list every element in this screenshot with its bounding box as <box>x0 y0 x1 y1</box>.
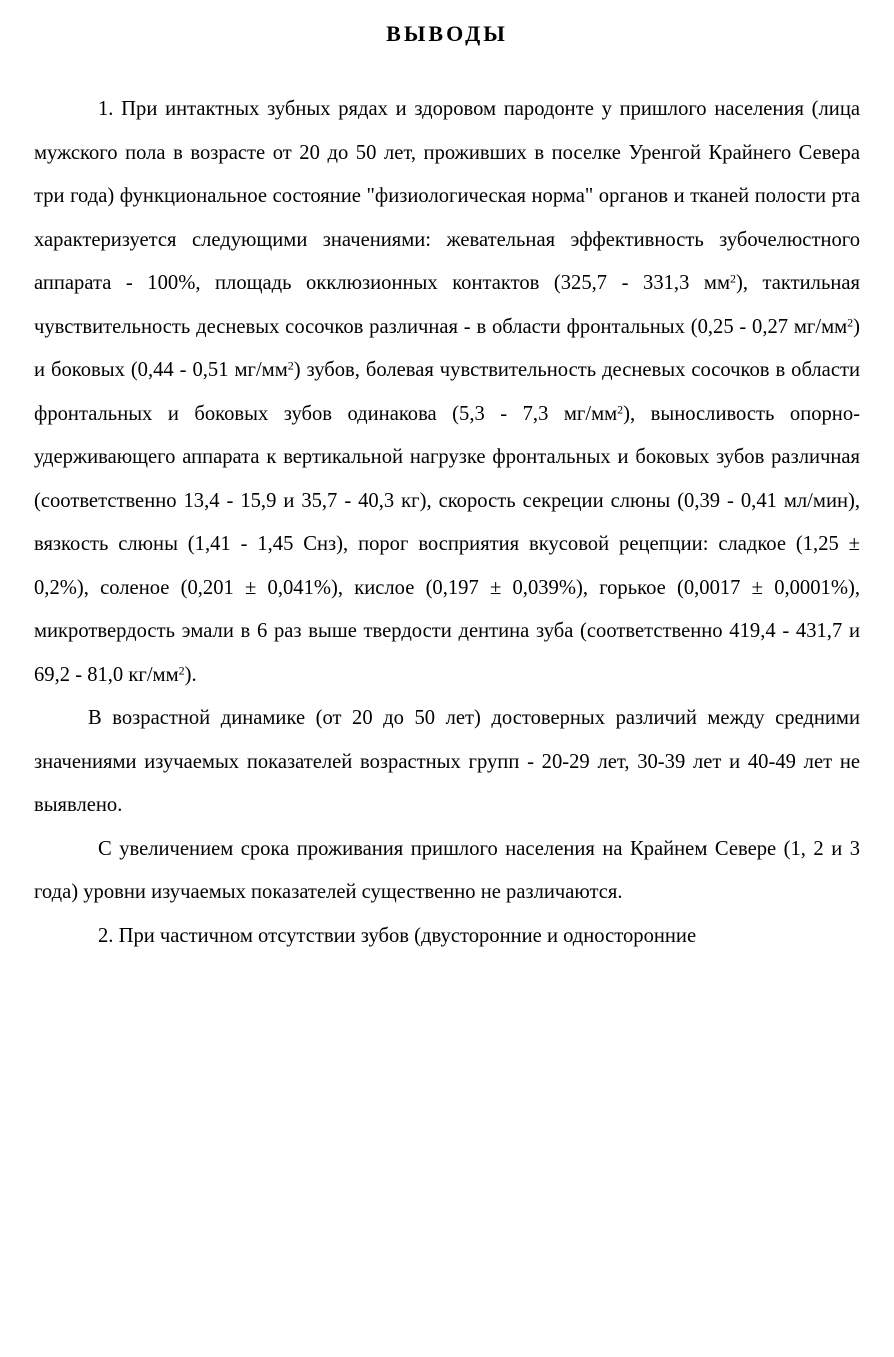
conclusion-1-text-c: ) и боковых (0,44 - 0,51 мг/мм <box>34 315 860 381</box>
section-title: ВЫВОДЫ <box>386 21 508 46</box>
superscript-2: 2 <box>287 358 294 373</box>
conclusion-1-paragraph <box>34 88 860 697</box>
conclusion-1-text-b: ), тактильная чувствительность десневых сосочков различная - в области фронтальных (0,25 - 0,27 мг/мм <box>34 272 860 338</box>
conclusion-1-text-e: ), выносливость опорно-удерживающего аппарата к вертикальной нагрузке фронтальных и боковых зубов различная (соответственно 13,4 - 15,9 и 35,7 - 40,3 кг), скорость секреции слюны (0,39 - 0,41 мл/мин), вязкость слюны (1,41 - 1,45 Снз), порог восприятия вкусовой рецепции: сладкое (1,25 ± 0,2%), соленое (0,201 ± 0,041%), кислое (0,197 ± 0,039%), горькое (0,0017 ± 0,0001%), микротвердость эмали в 6 раз выше твердости дентина зуба (соответственно 419,4 - 431,7 и 69,2 - 81,0 кг/мм <box>34 402 860 686</box>
conclusion-1-text-a: 1. При интактных зубных рядах и здоровом пародонте у пришлого населения (лица мужского пола в возрасте от 20 до 50 лет, проживших в поселке Уренгой Крайнего Севера три года) функциональное состояние "физиологическая норма" органов и тканей полости рта характеризуется следующими значениями: жевательная эффективность зубочелюстного аппарата - 100%, площадь окклюзионных контактов (325,7 - 331,3 мм <box>34 98 860 294</box>
conclusion-2-paragraph: 2. При частичном отсутствии зубов (двусторонние и односторонние <box>98 924 697 947</box>
superscript-2: 2 <box>617 401 624 416</box>
superscript-2: 2 <box>178 662 185 677</box>
residence-duration-paragraph: С увеличением срока проживания пришлого населения на Крайнем Севере (1, 2 и 3 года) уровни изучаемых показателей существенно не различаются. <box>34 837 860 903</box>
age-dynamics-paragraph: В возрастной динамике (от 20 до 50 лет) достоверных различий между средними значениями изучаемых показателей возрастных групп - 20-29 лет, 30-39 лет и 40-49 лет не выявлено. <box>34 707 860 816</box>
superscript-2: 2 <box>847 314 854 329</box>
superscript-2: 2 <box>729 271 736 286</box>
conclusion-1-text-d: ) зубов, болевая чувствительность десневых сосочков в области фронтальных и боковых зубов одинакова (5,3 - 7,3 мг/мм <box>34 359 860 425</box>
document-page <box>34 18 860 958</box>
conclusion-1-text-f: ). <box>184 663 197 686</box>
